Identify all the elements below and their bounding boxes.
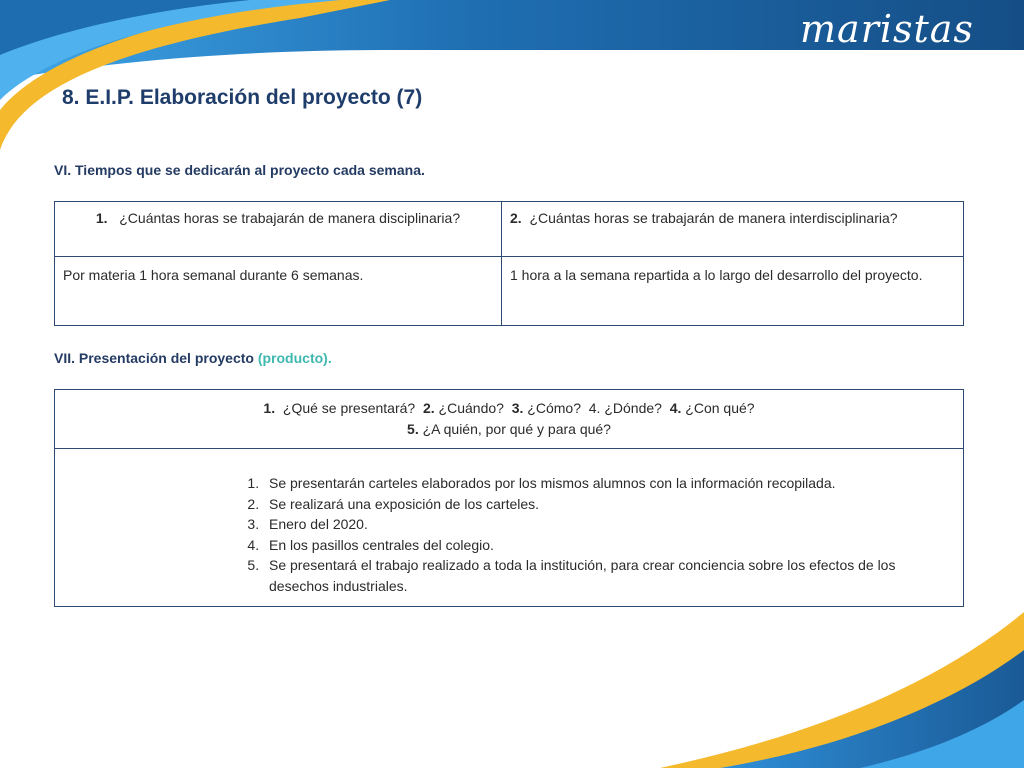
answers-cell — [55, 449, 964, 607]
answer-item: 5. Se presentará el trabajo realizado a toda la institución, para crear conciencia sobre los efectos de los desechos industriales. — [263, 555, 951, 596]
answers-list — [65, 473, 951, 596]
q2-number: 2. — [510, 210, 522, 226]
section-vii-heading-main: VII. Presentación del proyecto — [54, 350, 258, 366]
q-text-1: ¿Qué se presentará? — [282, 400, 416, 416]
q-num-3: 3. — [511, 400, 524, 416]
q-num-5: 5. — [407, 421, 419, 437]
q-num-4: 4. — [669, 400, 682, 416]
presentation-table — [54, 389, 964, 607]
q-num-1: 1. — [263, 400, 276, 416]
q-text-6: ¿A quién, por qué y para qué? — [422, 421, 611, 437]
q1-text: ¿Cuántas horas se trabajarán de manera disciplinaria? — [119, 210, 461, 226]
q-text-5: ¿Con qué? — [685, 400, 755, 416]
q2-cell — [502, 202, 964, 257]
q-text-4: 4. ¿Dónde? — [588, 400, 662, 416]
q2-text: ¿Cuántas horas se trabajarán de manera interdisciplinaria? — [529, 210, 898, 226]
time-table — [54, 201, 964, 326]
section-vi-heading: VI. Tiempos que se dedicarán al proyecto cada semana. — [54, 162, 425, 178]
a2-cell: 1 hora a la semana repartida a lo largo del desarrollo del proyecto. — [502, 257, 964, 326]
q1-cell — [55, 202, 502, 257]
section-vii-heading — [54, 350, 332, 366]
q-text-2: ¿Cuándo? — [438, 400, 504, 416]
a1-cell: Por materia 1 hora semanal durante 6 semanas. — [55, 257, 502, 326]
answer-item: 3. Enero del 2020. — [263, 514, 951, 535]
answer-item: 2. Se realizará una exposición de los carteles. — [263, 494, 951, 515]
maristas-logo: maristas — [800, 7, 974, 51]
answer-item: 1. Se presentarán carteles elaborados por los mismos alumnos con la información recopilada. — [263, 473, 951, 494]
section-vii-heading-accent: (producto). — [257, 350, 332, 366]
questions-cell — [55, 390, 964, 449]
q1-number: 1. — [95, 210, 108, 226]
q-num-2: 2. — [422, 400, 435, 416]
q-text-3: ¿Cómo? — [527, 400, 581, 416]
slide-title: 8. E.I.P. Elaboración del proyecto (7) — [62, 86, 423, 109]
answer-item: 4. En los pasillos centrales del colegio. — [263, 535, 951, 556]
